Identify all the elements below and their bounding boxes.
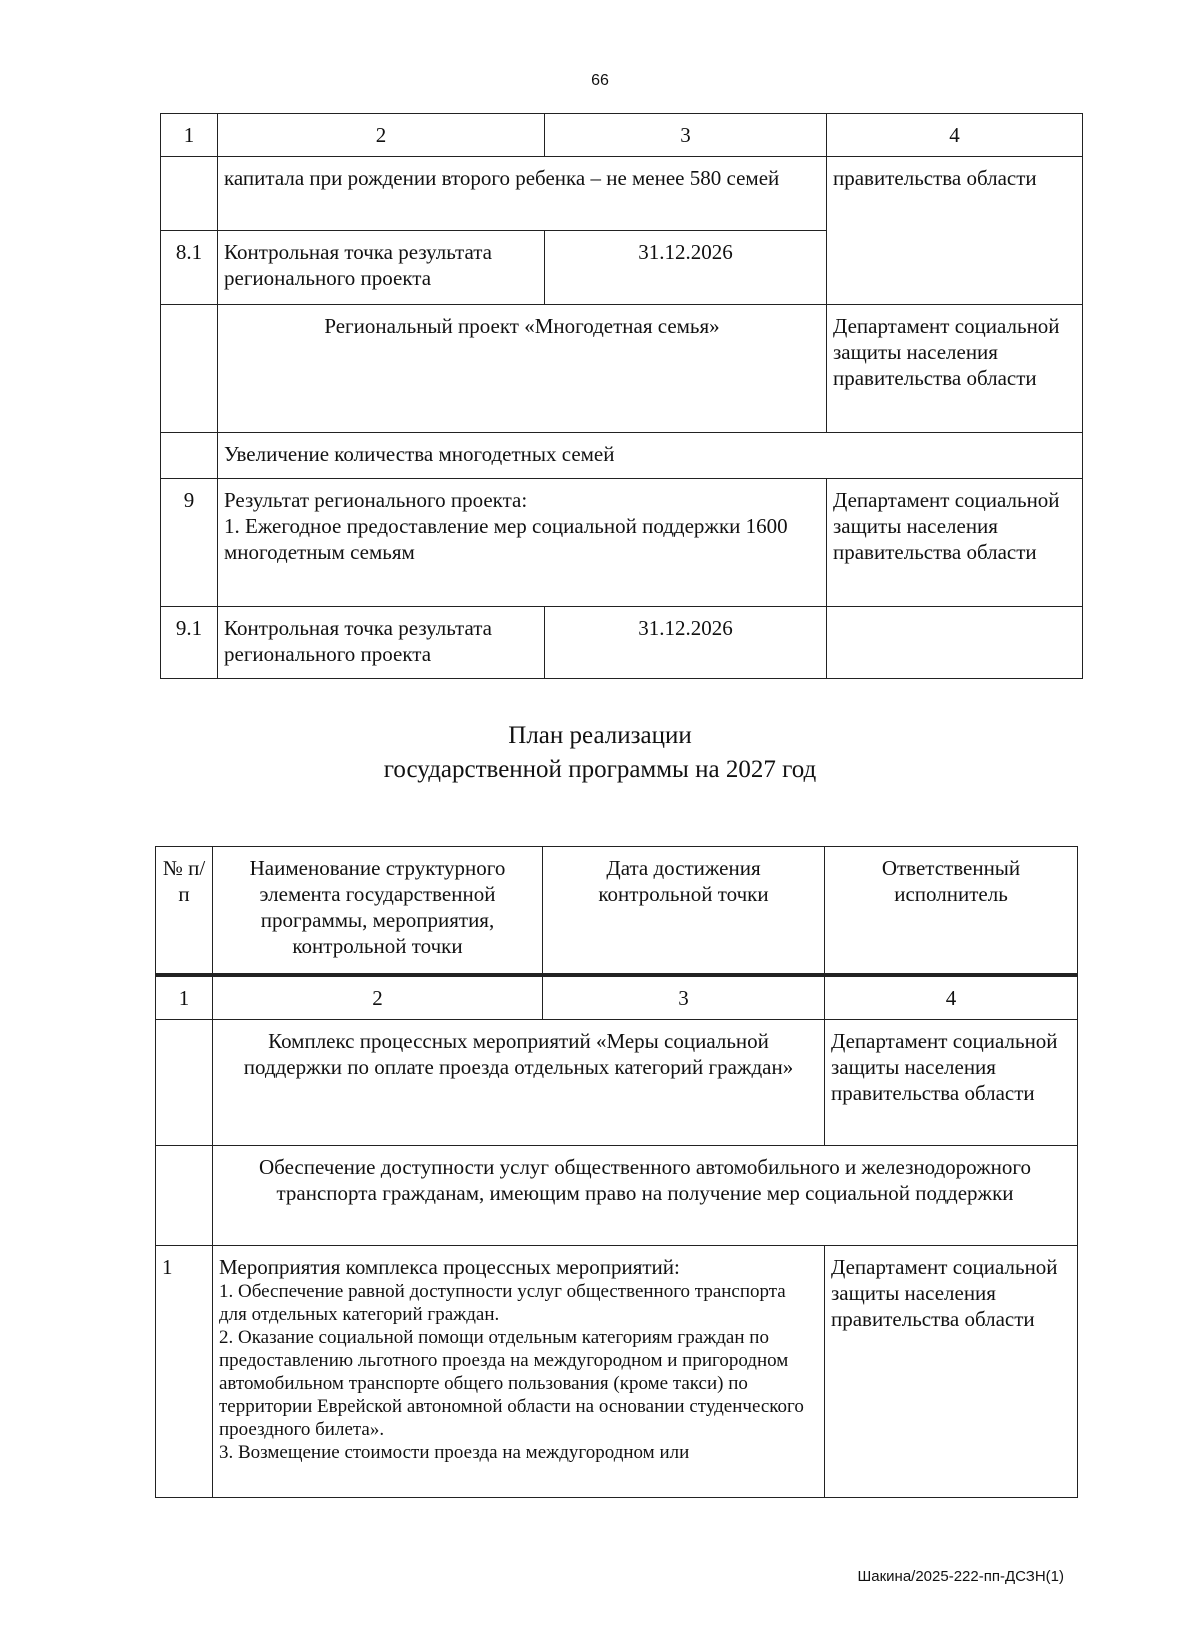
column-number-1: 1 [161,114,218,157]
plan-title [0,719,1200,787]
responsible-executor: Департамент социальной защиты населения правительства области [827,479,1083,607]
result-name-continuation: капитала при рождении второго ребенка – не менее 580 семей [218,157,827,231]
table-row [161,607,1083,679]
project-result-item: 1. Ежегодное предоставление мер социальной поддержки 1600 многодетным семьям [224,514,788,564]
table-row [156,1145,1078,1245]
row-number-cell [156,1145,213,1245]
column-number-4: 4 [825,975,1078,1020]
project-result-title: Результат регионального проекта: [224,488,528,512]
project-result [218,479,827,607]
responsible-executor: Департамент социальной защиты населения правительства области [825,1245,1078,1497]
column-number-2: 2 [218,114,545,157]
activity-item: 3. Возмещение стоимости проезда на междугородном или [219,1441,690,1463]
responsible-executor: Департамент социальной защиты населения правительства области [827,305,1083,433]
row-number-cell [161,305,218,433]
regional-project-name: Региональный проект «Многодетная семья» [218,305,827,433]
plan-title-line-2: государственной программы на 2027 год [383,756,817,783]
task-name: Обеспечение доступности услуг общественного автомобильного и железнодорожного транспорта гражданам, имеющим право на получение мер социальной поддержки [213,1145,1078,1245]
column-number-3: 3 [545,114,827,157]
column-number-row [156,975,1078,1020]
header-number: № п/п [156,847,213,975]
activity-item: 1. Обеспечение равной доступности услуг общественного транспорта для отдельных категорий граждан. [219,1280,786,1325]
table-row [161,305,1083,433]
checkpoint-date: 31.12.2026 [545,231,827,305]
process-complex-name: Комплекс процессных мероприятий «Меры социальной поддержки по оплате проезда отдельных категорий граждан» [213,1019,825,1145]
header-checkpoint-date: Дата достижения контрольной точки [543,847,825,975]
column-number-row [161,114,1083,157]
responsible-executor: Департамент социальной защиты населения правительства области [825,1019,1078,1145]
task-name: Увеличение количества многодетных семей [218,433,1083,479]
column-number-2: 2 [213,975,543,1020]
responsible-executor-empty [827,607,1083,679]
responsible-executor: правительства области [827,157,1083,305]
table-row [161,433,1083,479]
activity-item: 2. Оказание социальной помощи отдельным категориям граждан по предоставлению льготного проезда на междугородном и пригородном автомобильном транспорте общего пользования (кроме такси) по территории Еврейской автономной области на основании студенческого проездного билета». [219,1326,804,1440]
plan-table-2026-continuation [160,113,1083,679]
column-number-3: 3 [543,975,825,1020]
table-row [156,1245,1078,1497]
column-number-4: 4 [827,114,1083,157]
row-number-cell [161,433,218,479]
checkpoint-date: 31.12.2026 [545,607,827,679]
table-row [161,157,1083,231]
row-number: 1 [156,1245,213,1497]
row-number: 8.1 [161,231,218,305]
table-row [156,1019,1078,1145]
row-number-cell [156,1019,213,1145]
checkpoint-name: Контрольная точка результата регионального проекта [218,231,545,305]
row-number-cell [161,157,218,231]
plan-table-2027 [155,846,1078,1498]
header-element-name: Наименование структурного элемента государственной программы, мероприятия, контрольной точки [213,847,543,975]
plan-title-line-1: План реализации [508,722,692,749]
table-row [161,479,1083,607]
row-number: 9 [161,479,218,607]
header-row [156,847,1078,975]
document-code: Шакина/2025-222-пп-ДСЗН(1) [857,1568,1064,1585]
row-number: 9.1 [161,607,218,679]
page-number: 66 [591,72,609,89]
column-number-1: 1 [156,975,213,1020]
header-responsible: Ответственный исполнитель [825,847,1078,975]
activities-list [213,1245,825,1497]
checkpoint-name: Контрольная точка результата регионального проекта [218,607,545,679]
activities-title: Мероприятия комплекса процессных мероприятий: [219,1254,680,1279]
